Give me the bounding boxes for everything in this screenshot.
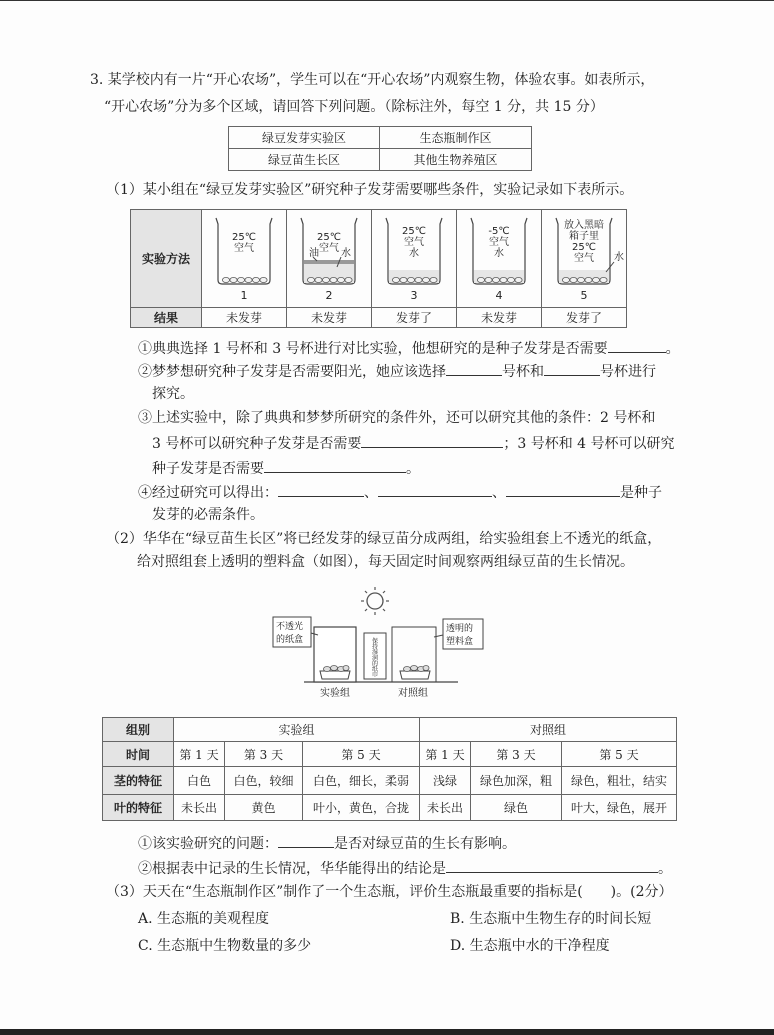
p1-q4-sep: 、 bbox=[492, 485, 506, 501]
cup-condition-text: 25℃ bbox=[572, 242, 596, 253]
result-cell: 未发芽 bbox=[287, 308, 372, 328]
row-label-method: 实验方法 bbox=[131, 210, 202, 308]
wet-towel-char: 湿 bbox=[371, 649, 379, 657]
tray-ctrl bbox=[400, 671, 430, 679]
cup-condition-text: 25℃ bbox=[232, 232, 256, 243]
p2-q2-text: ②根据表中记录的生长情况，华华能得出的结论是 bbox=[138, 861, 446, 877]
top-rule bbox=[0, 0, 774, 1]
question-stem-line1: 3. 某学校内有一片“开心农场”，学生可以在“开心农场”内观察生物，体验农事。如表所示， bbox=[90, 72, 655, 88]
p2-q1-text: ①该实验研究的问题： bbox=[138, 836, 278, 852]
cup-number: 3 bbox=[410, 289, 418, 302]
p1-q4-sep: 、 bbox=[364, 485, 378, 501]
zone-cell: 生态瓶制作区 bbox=[380, 127, 532, 149]
cup-5-figure bbox=[542, 210, 626, 304]
p1-q2-end: 号杯进行 bbox=[600, 364, 656, 380]
stem-cell: 绿色加深，粗 bbox=[471, 767, 562, 795]
cup-condition-text: 空气 bbox=[234, 243, 254, 254]
p1-q1 bbox=[138, 338, 680, 358]
cup-condition-text: 空气 bbox=[404, 237, 424, 248]
result-cell: 未发芽 bbox=[202, 308, 287, 328]
option-b[interactable]: B. 生态瓶中生物生存的时间长短 bbox=[450, 911, 652, 927]
cup-condition-text: 空气 bbox=[574, 253, 594, 264]
zone-cell: 绿豆发芽实验区 bbox=[229, 127, 380, 149]
cup-2-figure bbox=[287, 210, 371, 304]
cup-cell-3 bbox=[372, 210, 457, 308]
zone-cell: 绿豆苗生长区 bbox=[229, 149, 380, 171]
part1-intro: （1）某小组在“绿豆发芽实验区”研究种子发芽需要哪些条件，实验记录如下表所示。 bbox=[106, 182, 634, 198]
p1-q3c-text: 种子发芽是否需要 bbox=[152, 461, 264, 477]
answer-blank[interactable] bbox=[506, 482, 620, 497]
label-clear-1: 透明的 bbox=[446, 624, 474, 634]
row-label-result: 结果 bbox=[131, 308, 202, 328]
cup-cell-5 bbox=[542, 210, 627, 308]
h-time: 时间 bbox=[103, 742, 174, 767]
h-exp: 实验组 bbox=[174, 718, 420, 742]
cup-3-figure bbox=[372, 210, 456, 304]
cup-condition-text: 25℃ bbox=[317, 232, 341, 243]
answer-blank[interactable] bbox=[278, 482, 364, 497]
wet-towel-char: 润 bbox=[371, 654, 379, 662]
leaf-cell: 叶大，绿色，展开 bbox=[562, 795, 677, 821]
day-cell: 第 3 天 bbox=[225, 742, 303, 767]
day-cell: 第 5 天 bbox=[562, 742, 677, 767]
answer-blank[interactable] bbox=[446, 361, 502, 376]
stem-cell: 绿色，粗壮，结实 bbox=[562, 767, 677, 795]
wet-towel-char: 纸 bbox=[371, 666, 379, 673]
p2-q2 bbox=[138, 858, 672, 878]
h-group: 组别 bbox=[103, 718, 174, 742]
cup-condition-text: 水 bbox=[409, 248, 419, 259]
p1-q1-end: 。 bbox=[665, 341, 680, 357]
cup-condition-text: 25℃ bbox=[402, 226, 426, 237]
cup-number: 2 bbox=[325, 289, 333, 302]
p2-q1 bbox=[138, 833, 516, 853]
wet-towel-char: 的 bbox=[371, 660, 379, 668]
day-cell: 第 1 天 bbox=[420, 742, 471, 767]
seedling-box-figure bbox=[268, 585, 490, 703]
cup-number: 5 bbox=[580, 289, 588, 302]
p1-q2-text: ②梦梦想研究种子发芽是否需要阳光，她应该选择 bbox=[138, 364, 446, 380]
cup-cell-1 bbox=[202, 210, 287, 308]
leaf-cell: 黄色 bbox=[225, 795, 303, 821]
stem-cell: 白色，细长，柔弱 bbox=[303, 767, 420, 795]
leaf-cell: 未长出 bbox=[174, 795, 225, 821]
cup-1-figure bbox=[202, 210, 286, 304]
label-ctrl-group: 对照组 bbox=[398, 688, 428, 699]
wet-towel-char: 保 bbox=[371, 638, 379, 645]
answer-blank[interactable] bbox=[446, 858, 658, 873]
tray-exp bbox=[320, 671, 350, 679]
p1-q4-end: 是种子 bbox=[620, 485, 662, 501]
p1-q3c-end: 。 bbox=[406, 461, 420, 477]
zones-table bbox=[228, 126, 532, 171]
p1-q3b-end: ；3 号杯和 4 号杯可以研究 bbox=[503, 436, 675, 452]
cup-condition-text: 箱子里 bbox=[569, 231, 599, 242]
cup-cell-4 bbox=[457, 210, 542, 308]
label-opaque-1: 不透光 bbox=[276, 622, 304, 632]
label-opaque-2: 的纸盒 bbox=[276, 635, 304, 645]
water-label: 水 bbox=[614, 252, 624, 263]
result-cell: 发芽了 bbox=[542, 308, 627, 328]
p1-q2-mid: 号杯和 bbox=[502, 364, 544, 380]
option-d[interactable]: D. 生态瓶中水的干净程度 bbox=[450, 938, 610, 954]
wet-towel-char: 巾 bbox=[371, 671, 379, 679]
oil-label: 油 bbox=[309, 248, 319, 259]
p1-q3c bbox=[152, 458, 420, 478]
stem-label: 茎的特征 bbox=[103, 767, 174, 795]
part2-intro1: （2）华华在“绿豆苗生长区”将已经发芽的绿豆苗分成两组，给实验组套上不透光的纸盒， bbox=[106, 531, 662, 547]
leaf-cell: 未长出 bbox=[420, 795, 471, 821]
growth-table bbox=[102, 717, 677, 821]
label-exp-group: 实验组 bbox=[320, 688, 350, 699]
p1-q3b-text: 3 号杯可以研究种子发芽是否需要 bbox=[152, 436, 362, 452]
sun-icon bbox=[361, 587, 389, 615]
stem-cell: 白色，较细 bbox=[225, 767, 303, 795]
cup-condition-text: 水 bbox=[494, 248, 504, 259]
label-wet-towel bbox=[372, 637, 378, 679]
answer-blank[interactable] bbox=[278, 833, 334, 848]
label-clear-2: 塑料盒 bbox=[446, 637, 474, 647]
cup-number: 4 bbox=[495, 289, 503, 302]
p1-q1-text: ①典典选择 1 号杯和 3 号杯进行对比实验，他想研究的是种子发芽是否需要 bbox=[138, 341, 608, 357]
result-cell: 发芽了 bbox=[372, 308, 457, 328]
answer-blank[interactable] bbox=[264, 458, 406, 473]
zone-cell: 其他生物养殖区 bbox=[380, 149, 532, 171]
result-cell: 未发芽 bbox=[457, 308, 542, 328]
seeds bbox=[222, 277, 267, 282]
option-a[interactable]: A. 生态瓶的美观程度 bbox=[138, 911, 270, 927]
bottom-bar bbox=[0, 1029, 774, 1035]
p1-q4 bbox=[138, 482, 662, 502]
cup-condition-text: 空气 bbox=[319, 243, 339, 254]
p1-q2 bbox=[138, 361, 656, 381]
cup-condition-text: 放入黑暗 bbox=[564, 220, 604, 231]
p1-q4-text: ④经过研究可以得出： bbox=[138, 485, 278, 501]
h-ctrl: 对照组 bbox=[420, 718, 677, 742]
cup-cell-2 bbox=[287, 210, 372, 308]
answer-blank[interactable] bbox=[544, 361, 600, 376]
cup-number: 1 bbox=[240, 289, 248, 302]
question-stem-line2: “开心农场”分为多个区域，请回答下列问题。（除标注外，每空 1 分，共 15 分） bbox=[104, 99, 604, 115]
part3-question: （3）天天在“生态瓶制作区”制作了一个生态瓶，评价生态瓶最重要的指标是( )。(2分） bbox=[106, 884, 673, 900]
experiment-table bbox=[130, 209, 627, 328]
stem-cell: 白色 bbox=[174, 767, 225, 795]
answer-blank[interactable] bbox=[361, 433, 503, 448]
p1-q4b: 发芽的必需条件。 bbox=[152, 507, 264, 523]
leaf-cell: 绿色 bbox=[471, 795, 562, 821]
p1-q2b: 探究。 bbox=[152, 386, 194, 402]
wet-towel-char: 持 bbox=[371, 643, 379, 651]
stem-cell: 浅绿 bbox=[420, 767, 471, 795]
answer-blank[interactable] bbox=[378, 482, 492, 497]
cup-condition-text: 空气 bbox=[489, 237, 509, 248]
leaf-cell: 叶小，黄色，合拢 bbox=[303, 795, 420, 821]
p1-q3b bbox=[152, 433, 675, 453]
day-cell: 第 1 天 bbox=[174, 742, 225, 767]
cup-condition-text: -5℃ bbox=[488, 226, 510, 237]
option-c[interactable]: C. 生态瓶中生物数量的多少 bbox=[138, 938, 312, 954]
p2-q1-end: 是否对绿豆苗的生长有影响。 bbox=[334, 836, 516, 852]
part2-intro2: 给对照组套上透明的塑料盒（如图），每天固定时间观察两组绿豆苗的生长情况。 bbox=[137, 554, 634, 570]
p1-q3: ③上述实验中，除了典典和梦梦所研究的条件外，还可以研究其他的条件：2 号杯和 bbox=[138, 410, 656, 426]
answer-blank[interactable] bbox=[608, 338, 666, 353]
oil-layer bbox=[304, 260, 354, 264]
day-cell: 第 3 天 bbox=[471, 742, 562, 767]
p2-q2-end: 。 bbox=[658, 861, 672, 877]
day-cell: 第 5 天 bbox=[303, 742, 420, 767]
water-label: 水 bbox=[341, 248, 351, 259]
leaf-label: 叶的特征 bbox=[103, 795, 174, 821]
cup-4-figure bbox=[457, 210, 541, 304]
